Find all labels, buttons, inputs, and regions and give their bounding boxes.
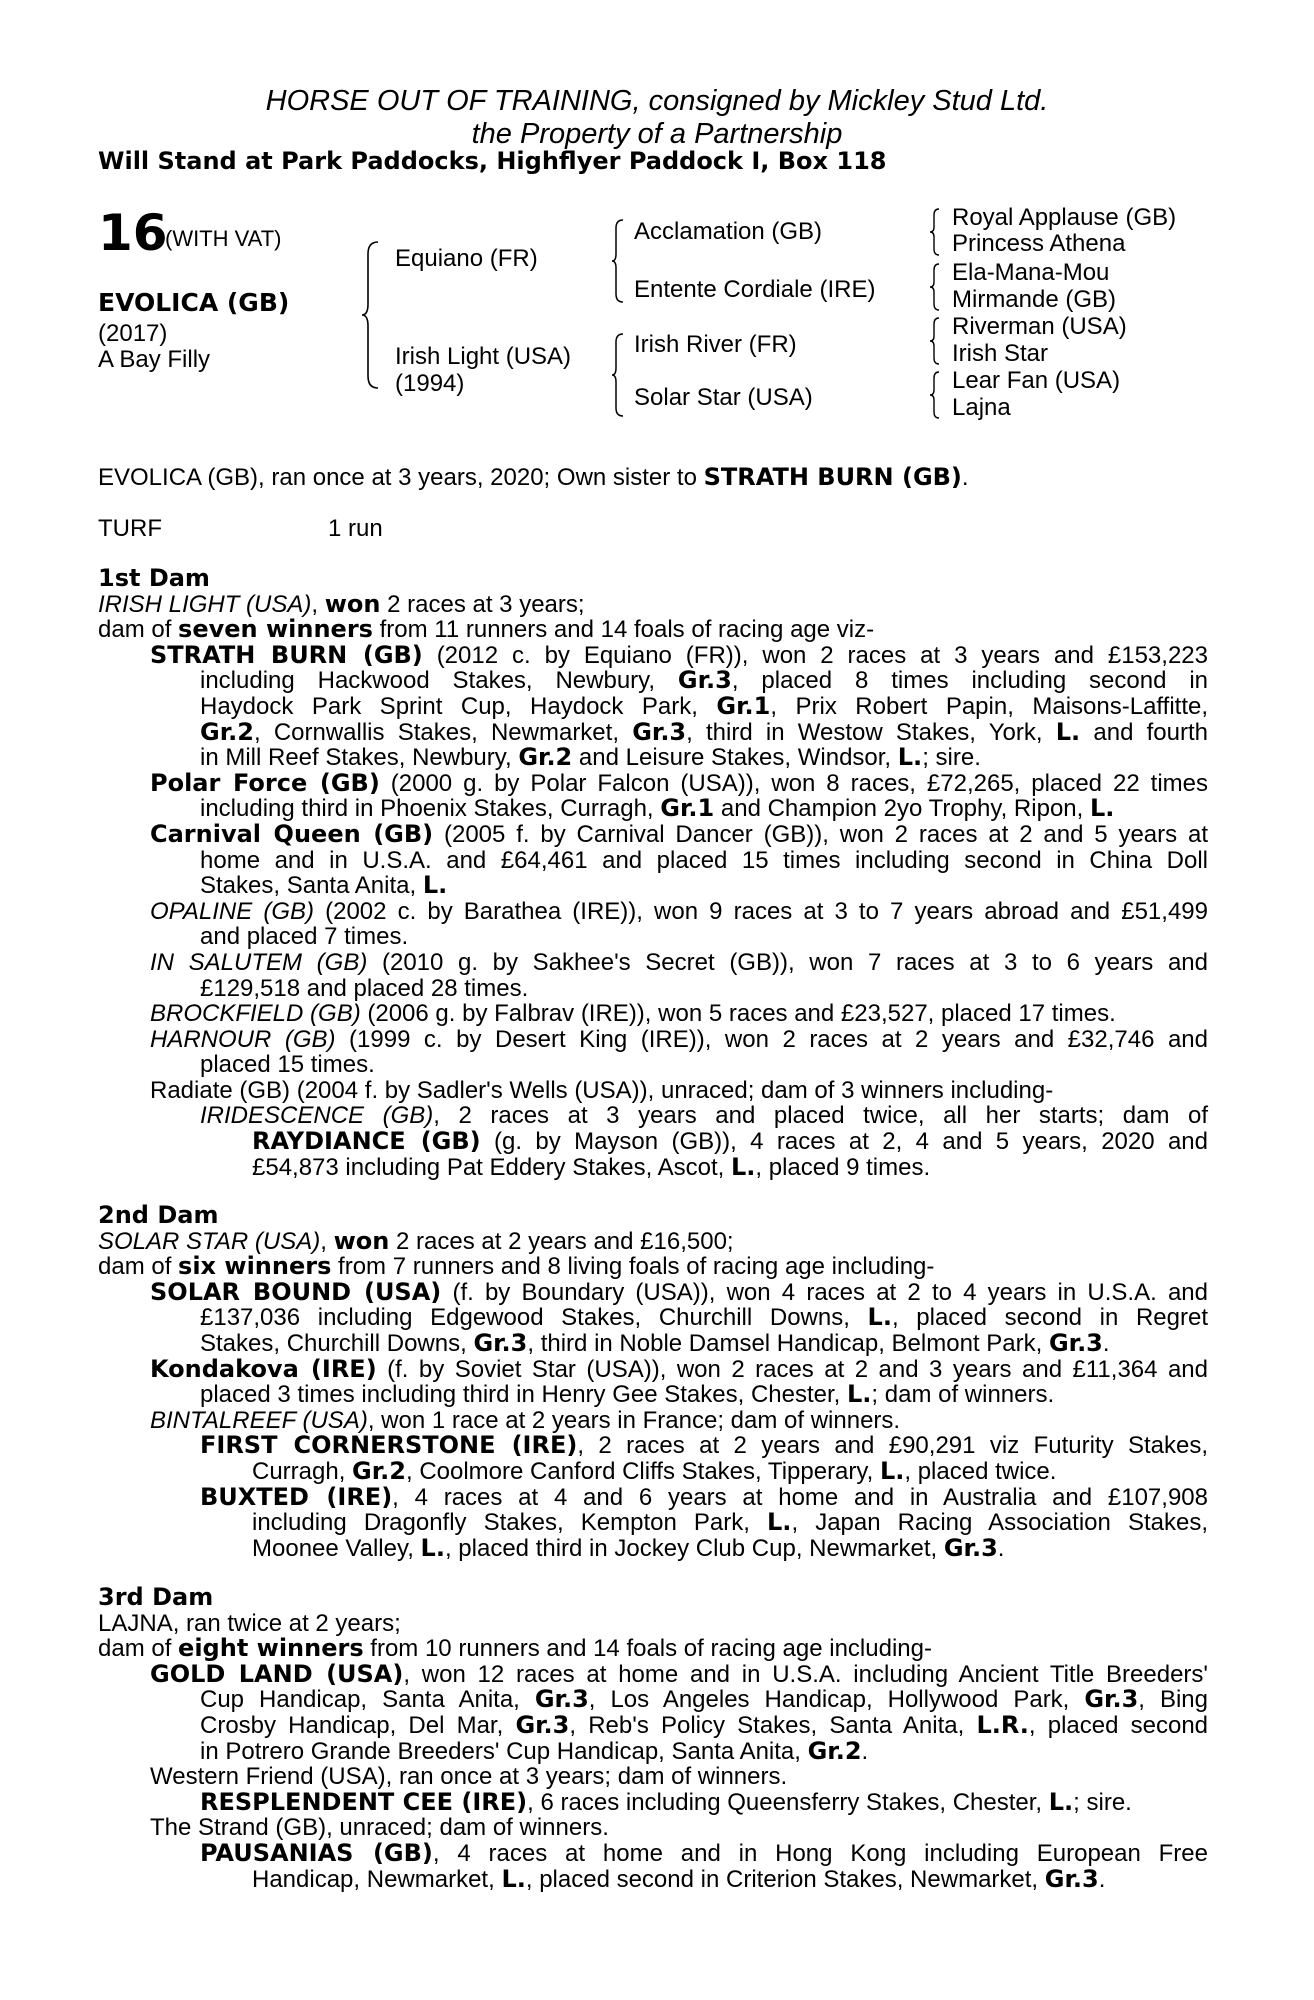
header-consignor: HORSE OUT OF TRAINING, consigned by Mickley Stud Ltd. xyxy=(265,85,1049,117)
section-heading: 2nd Dam xyxy=(98,1201,219,1229)
pedigree-brace-2a xyxy=(610,218,626,304)
horse-year: (2017) xyxy=(98,320,168,347)
lot-number: 16 xyxy=(98,204,168,262)
horse-sex: A Bay Filly xyxy=(98,346,211,373)
header-property: the Property of a Partnership xyxy=(471,118,843,150)
pedigree-gen2-2: Entente Cordiale (IRE) xyxy=(634,276,876,303)
first-dam-section: 1st Dam IRISH LIGHT (USA), won 2 races at 3 years; dam of seven winners from 11 runners and 14 foals of racing age viz- STRATH BURN (GB) (2012 c. by Equiano (FR)), won 2 races at 3 years and £153,223 including Hackwood Stakes, Newbury, Gr.3, placed 8 times including second in Haydock Park Sprint Cup, Haydock Park, Gr.1, Prix Robert Papin, Maisons-Laffitte, Gr.2, Cornwallis Stakes, Newmarket, Gr.3, third in Westow Stakes, York, L. and fourth in Mill Reef Stakes, Newbury, Gr.2 and Leisure Stakes, Windsor, L.; sire. Polar Force (GB) (2000 g. by Polar Falcon (USA)), won 8 races, £72,265, placed 22 times including third in Phoenix Stakes, Curragh, Gr.1 and Champion 2yo Trophy, Ripon, L. Carnival Queen (GB) (2005 f. by Carnival Dancer (GB)), won 2 races at 2 and 5 years at home and in U.S.A. and £64,461 and placed 15 times including second in China Doll Stakes, Santa Anita, L. OPALINE (GB) (2002 c. by Barathea (IRE)), won 9 races at 3 to 7 years abroad and £51,499 and placed 7 times. IN SALUTEM (GB) (2010 g. by Sakhee's Secret (GB)), won 7 races at 3 to 6 years and £129,518 and placed 28 times. BROCKFIELD (GB) (2006 g. by Falbrav (IRE)), won 5 races and £23,527, placed 17 times. HARNOUR (GB) (1999 c. by Desert King (IRE)), won 2 races at 2 years and £32,746 and placed 15 times. Radiate (GB) (2004 f. by Sadler's Wells (USA)), unraced; dam of 3 winners including- IRIDESCENCE (GB), 2 races at 3 years and placed twice, all her starts; dam of RAYDIANCE (GB) (g. by Mayson (GB)), 4 races at 2, 4 and 5 years, 2020 and £54,873 including Pat Eddery Stakes, Ascot, L., placed 9 times. xyxy=(98,564,1209,1181)
pedigree-gen3-4: Mirmande (GB) xyxy=(952,286,1117,313)
second-dam-section: 2nd Dam SOLAR STAR (USA), won 2 races at 2 years and £16,500; dam of six winners from 7 runners and 8 living foals of racing age including- SOLAR BOUND (USA) (f. by Boundary (USA)), won 4 races at 2 to 4 years in U.S.A. and £137,036 including Edgewood Stakes, Churchill Downs, L., placed second in Regret Stakes, Churchill Downs, Gr.3, third in Noble Damsel Handicap, Belmont Park, Gr.3. Kondakova (IRE) (f. by Soviet Star (USA)), won 2 races at 2 and 3 years and £11,364 and placed 3 times including third in Henry Gee Stakes, Chester, L.; dam of winners. BINTALREEF (USA), won 1 race at 2 years in France; dam of winners. FIRST CORNERSTONE (IRE), 2 races at 2 years and £90,291 viz Futurity Stakes, Curragh, Gr.2, Coolmore Canford Cliffs Stakes, Tipperary, L., placed twice. BUXTED (IRE), 4 races at 4 and 6 years at home and in Australia and £107,908 including Dragonfly Stakes, Kempton Park, L., Japan Racing Association Stakes, Moonee Valley, L., placed third in Jockey Club Cup, Newmarket, Gr.3. xyxy=(98,1201,1209,1562)
pedigree-dam-year: (1994) xyxy=(395,370,465,397)
section-heading: 1st Dam xyxy=(98,564,210,592)
pedigree-gen3-8: Lajna xyxy=(952,394,1011,421)
record-label: TURF xyxy=(98,515,162,542)
vat-label: (WITH VAT) xyxy=(165,226,282,251)
pedigree-gen3-6: Irish Star xyxy=(952,340,1049,367)
summary-line: EVOLICA (GB), ran once at 3 years, 2020; Own sister to STRATH BURN (GB). xyxy=(98,463,969,491)
pedigree-brace-3c xyxy=(928,316,942,366)
pedigree-gen3-2: Princess Athena xyxy=(952,230,1126,257)
header-location: Will Stand at Park Paddocks, Highflyer Paddock I, Box 118 xyxy=(98,147,887,175)
pedigree-brace-1 xyxy=(360,240,384,390)
pedigree-gen3-5: Riverman (USA) xyxy=(952,313,1127,340)
pedigree-gen2-3: Irish River (FR) xyxy=(634,331,797,358)
pedigree-gen3-1: Royal Applause (GB) xyxy=(952,204,1177,231)
pedigree-gen2-1: Acclamation (GB) xyxy=(634,218,823,245)
section-heading: 3rd Dam xyxy=(98,1583,214,1611)
horse-name: EVOLICA (GB) xyxy=(98,288,290,317)
pedigree-gen2-4: Solar Star (USA) xyxy=(634,384,813,411)
pedigree-gen3-7: Lear Fan (USA) xyxy=(952,367,1121,394)
third-dam-section: 3rd Dam LAJNA, ran twice at 2 years; dam of eight winners from 10 runners and 14 foals of racing age including- GOLD LAND (USA), won 12 races at home and in U.S.A. including Ancient Title Breeders' Cup Handicap, Santa Anita, Gr.3, Los Angeles Handicap, Hollywood Park, Gr.3, Bing Crosby Handicap, Del Mar, Gr.3, Reb's Policy Stakes, Santa Anita, L.R., placed second in Potrero Grande Breeders' Cup Handicap, Santa Anita, Gr.2. Western Friend (USA), ran once at 3 years; dam of winners. RESPLENDENT CEE (IRE), 6 races including Queensferry Stakes, Chester, L.; sire. The Strand (GB), unraced; dam of winners. PAUSANIAS (GB), 4 races at home and in Hong Kong including European Free Handicap, Newmarket, L., placed second in Criterion Stakes, Newmarket, Gr.3. xyxy=(98,1583,1209,1893)
pedigree-dam: Irish Light (USA) xyxy=(395,343,572,370)
pedigree-gen3-3: Ela-Mana-Mou xyxy=(952,259,1110,286)
pedigree-brace-3d xyxy=(928,370,942,420)
pedigree-brace-3b xyxy=(928,262,942,312)
pedigree-sire: Equiano (FR) xyxy=(395,245,538,272)
pedigree-brace-2b xyxy=(610,332,626,418)
record-value: 1 run xyxy=(328,515,383,542)
pedigree-brace-3a xyxy=(928,207,942,257)
